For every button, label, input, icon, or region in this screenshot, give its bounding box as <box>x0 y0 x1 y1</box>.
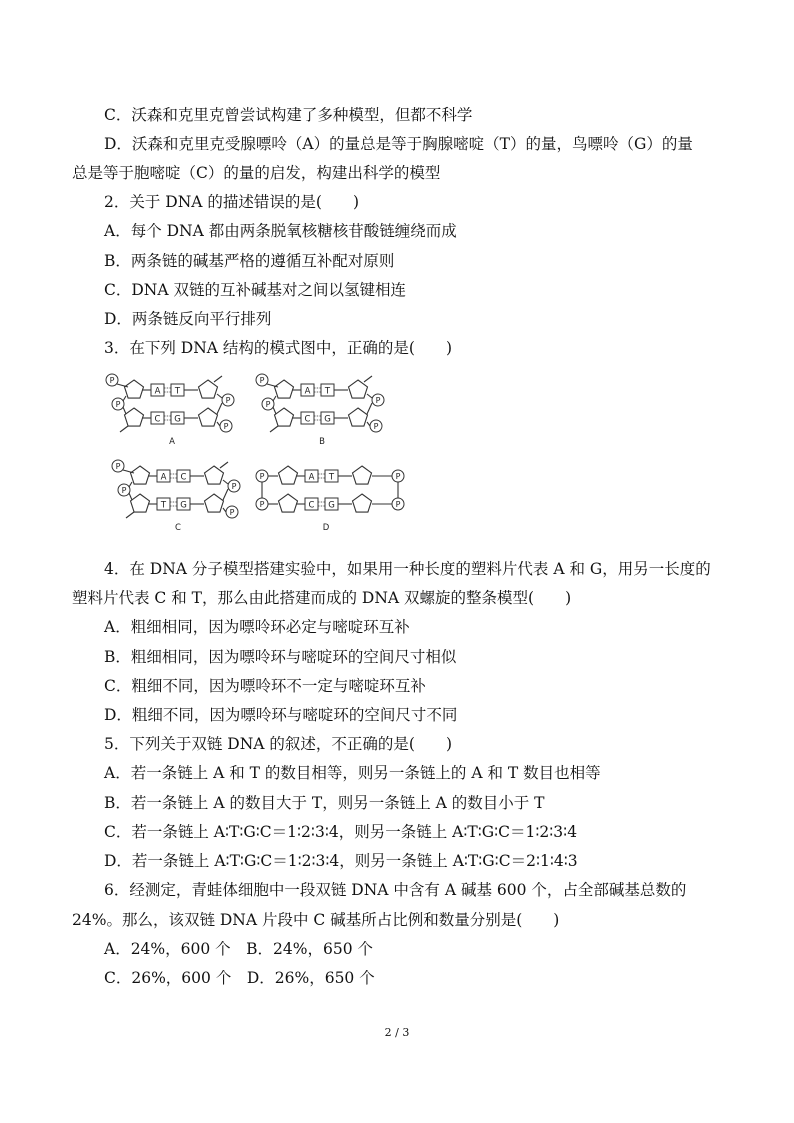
base-letter: T <box>328 472 335 483</box>
phosphate-label: P <box>229 508 235 517</box>
dna-structure-figure <box>100 368 401 544</box>
q5-option-b: B．若一条链上 A 的数目大于 T，则另一条链上 A 的数目小于 T <box>104 794 545 812</box>
deoxyribose-pentagon <box>131 466 150 484</box>
backbone-line <box>217 422 220 426</box>
backbone-line <box>273 396 276 401</box>
base-letter: G <box>324 414 331 425</box>
q2-option-b: B．两条链的碱基严格的遵循互补配对原则 <box>104 252 395 270</box>
backbone-line <box>273 407 276 414</box>
base-letter: C <box>180 472 187 483</box>
deoxyribose-pentagon <box>199 408 218 426</box>
base-letter: T <box>174 386 181 397</box>
q1-option-d-line2: 总是等于胞嘧啶（C）的量的启发，构建出科学的模型 <box>72 164 441 182</box>
backbone-line <box>129 482 132 487</box>
backbone-line <box>217 394 222 398</box>
base-letter: A <box>160 472 167 483</box>
base-letter: A <box>304 386 311 397</box>
q6-stem-line2: 24%。那么，该双链 DNA 片段中 C 碱基所占比例和数量分别是( ) <box>72 911 560 929</box>
base-letter: G <box>174 414 181 425</box>
q1-option-c: C．沃森和克里克曾尝试构建了多种模型，但都不科学 <box>104 106 473 124</box>
base-letter: T <box>324 386 331 397</box>
backbone-line <box>223 489 228 500</box>
deoxyribose-pentagon <box>131 494 150 512</box>
phosphate-label: P <box>395 500 401 509</box>
deoxyribose-pentagon <box>353 494 372 512</box>
q5-stem: 5．下列关于双链 DNA 的叙述，不正确的是( ) <box>104 735 452 753</box>
backbone-line <box>220 462 228 468</box>
phosphate-label: P <box>231 482 237 491</box>
backbone-line <box>214 376 222 382</box>
deoxyribose-pentagon <box>125 408 144 426</box>
deoxyribose-pentagon <box>349 408 368 426</box>
base-letter: C <box>154 414 161 425</box>
q4-option-c: C．粗细不同，因为嘌呤环不一定与嘧啶环互补 <box>104 677 426 695</box>
q2-option-c: C．DNA 双链的互补碱基对之间以氢键相连 <box>104 281 406 299</box>
phosphate-label: P <box>109 376 115 385</box>
phosphate-label: P <box>223 422 229 431</box>
phosphate-label: P <box>121 486 127 495</box>
deoxyribose-pentagon <box>353 466 372 484</box>
q4-stem-line2: 塑料片代表 C 和 T，那么由此搭建而成的 DNA 双螺旋的整条模型( ) <box>72 589 572 607</box>
panel-label: B <box>319 437 325 447</box>
deoxyribose-pentagon <box>275 408 294 426</box>
phosphate-label: P <box>259 472 265 481</box>
base-letter: A <box>308 472 315 483</box>
q2-option-d: D．两条链反向平行排列 <box>104 310 272 328</box>
base-letter: C <box>304 414 311 425</box>
backbone-line <box>223 508 226 512</box>
phosphate-label: P <box>225 396 231 405</box>
deoxyribose-pentagon <box>275 380 294 398</box>
base-letter: A <box>154 386 161 397</box>
backbone-line <box>364 376 372 382</box>
phosphate-label: P <box>115 400 121 409</box>
backbone-line <box>129 493 132 500</box>
q1-option-d-line1: D．沃森和克里克受腺嘌呤（A）的量总是等于胸腺嘧啶（T）的量，鸟嘌呤（G）的量 <box>104 135 693 153</box>
deoxyribose-pentagon <box>205 494 224 512</box>
q5-option-a: A．若一条链上 A 和 T 的数目相等，则另一条链上的 A 和 T 数目也相等 <box>104 764 601 782</box>
q6-options-ab: A．24%，600 个 B．24%，650 个 <box>104 940 374 958</box>
q5-option-d: D．若一条链上 A∶T∶G∶C＝1∶2∶3∶4，则另一条链上 A∶T∶G∶C＝2∶1∶4∶3 <box>104 852 578 870</box>
q4-option-a: A．粗细相同，因为嘌呤环必定与嘧啶环互补 <box>104 618 410 636</box>
backbone-line <box>270 426 278 432</box>
deoxyribose-pentagon <box>349 380 368 398</box>
backbone-line <box>223 480 228 484</box>
backbone-line <box>126 512 134 518</box>
backbone-line <box>367 403 372 414</box>
phosphate-label: P <box>375 396 381 405</box>
q4-option-d: D．粗细不同，因为嘌呤环与嘧啶环的空间尺寸不同 <box>104 706 458 724</box>
deoxyribose-pentagon <box>125 380 144 398</box>
panel-label: D <box>322 523 330 533</box>
backbone-line <box>217 403 222 414</box>
q6-options-cd: C．26%，600 个 D．26%，650 个 <box>104 969 375 987</box>
phosphate-label: P <box>395 472 401 481</box>
backbone-line <box>367 394 372 398</box>
q4-option-b: B．粗细相同，因为嘌呤环与嘧啶环的空间尺寸相似 <box>104 648 457 666</box>
phosphate-label: P <box>259 500 265 509</box>
page-number: 2 / 3 <box>384 1026 410 1039</box>
phosphate-label: P <box>265 400 271 409</box>
base-letter: T <box>160 500 167 511</box>
q5-option-c: C．若一条链上 A∶T∶G∶C＝1∶2∶3∶4，则另一条链上 A∶T∶G∶C＝1∶2∶3∶4 <box>104 823 578 841</box>
q3-stem: 3．在下列 DNA 结构的模式图中，正确的是( ) <box>104 339 452 357</box>
base-letter: C <box>308 500 315 511</box>
deoxyribose-pentagon <box>279 466 298 484</box>
panel-label: C <box>175 523 181 533</box>
backbone-line <box>123 396 126 401</box>
backbone-line <box>367 422 370 426</box>
deoxyribose-pentagon <box>199 380 218 398</box>
panel-label: A <box>169 437 175 447</box>
phosphate-label: P <box>373 422 379 431</box>
deoxyribose-pentagon <box>205 466 224 484</box>
q2-option-a: A．每个 DNA 都由两条脱氧核糖核苷酸链缠绕而成 <box>104 222 457 240</box>
deoxyribose-pentagon <box>279 494 298 512</box>
backbone-line <box>123 407 126 414</box>
q6-stem-line1: 6．经测定，青蛙体细胞中一段双链 DNA 中含有 A 碱基 600 个，占全部碱基总数的 <box>104 881 687 899</box>
base-letter: G <box>180 500 187 511</box>
backbone-line <box>120 426 128 432</box>
q2-stem: 2．关于 DNA 的描述错误的是( ) <box>104 193 359 211</box>
phosphate-label: P <box>259 376 265 385</box>
q4-stem-line1: 4．在 DNA 分子模型搭建实验中，如果用一种长度的塑料片代表 A 和 G，用另一长度的 <box>104 560 711 578</box>
phosphate-label: P <box>115 462 121 471</box>
base-letter: G <box>328 500 335 511</box>
